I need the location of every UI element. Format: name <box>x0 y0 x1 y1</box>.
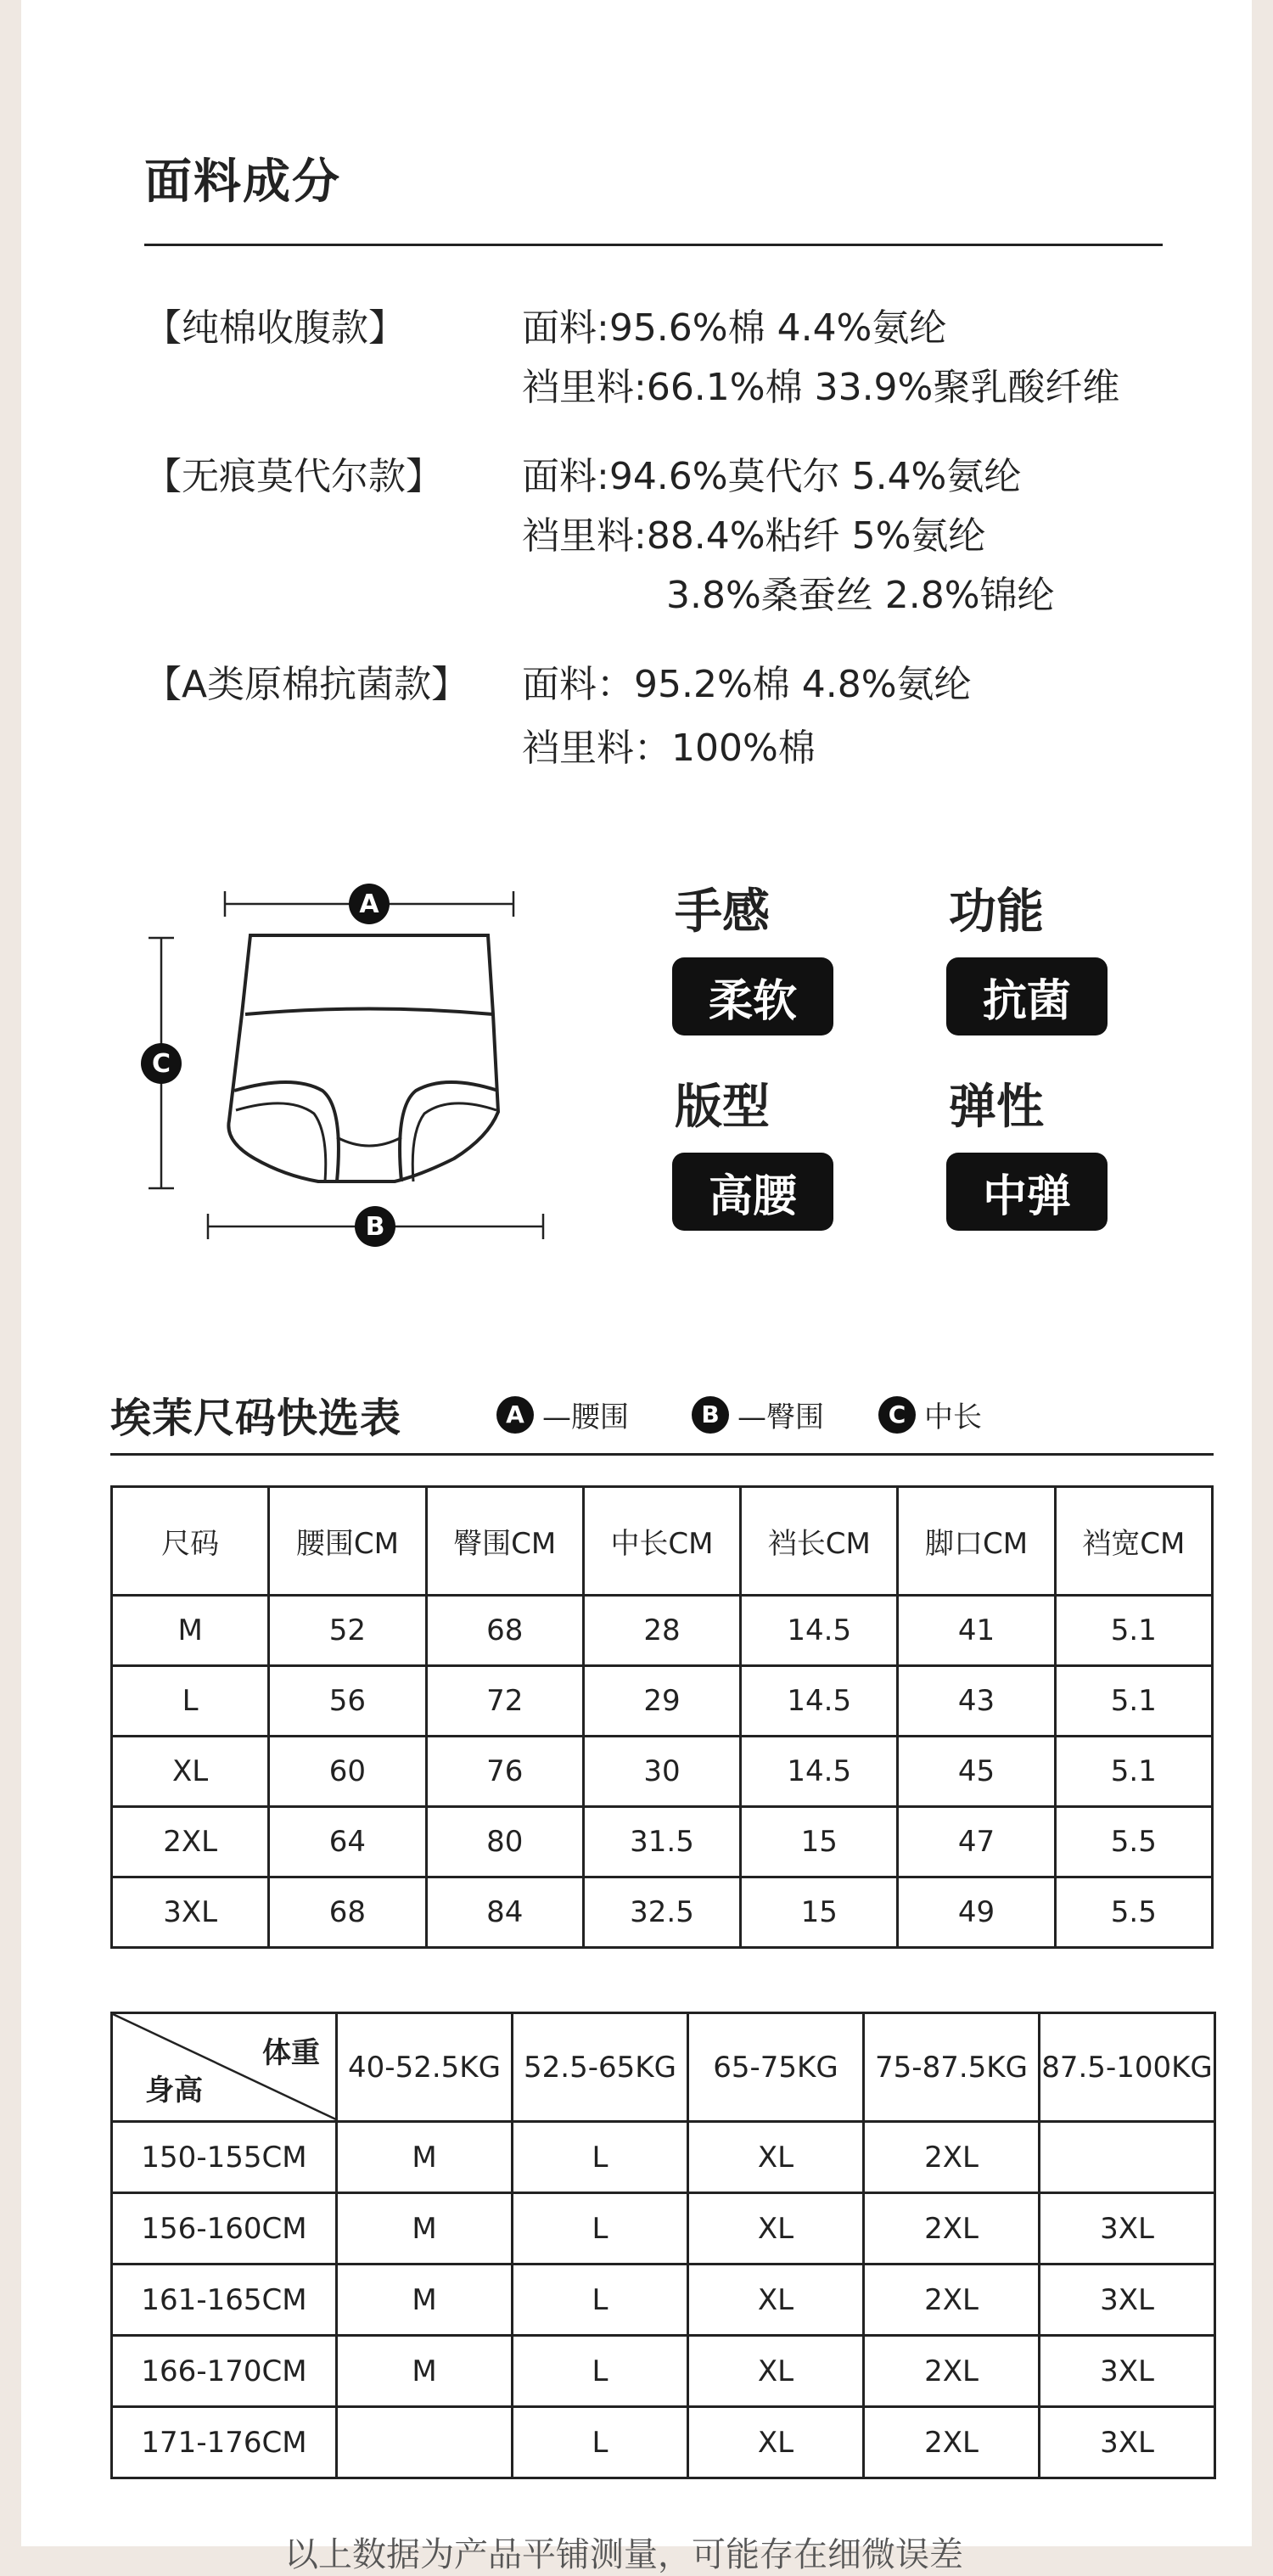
table-header-cell: 脚口CM <box>898 1487 1055 1596</box>
table-cell: M <box>337 2193 513 2265</box>
table-cell: 45 <box>898 1737 1055 1807</box>
table-cell: 2XL <box>864 2265 1040 2336</box>
table-header-cell: 裆宽CM <box>1055 1487 1212 1596</box>
table-cell: L <box>513 2122 688 2193</box>
table-cell: 3XL <box>112 1877 269 1948</box>
table-cell: 32.5 <box>583 1877 740 1948</box>
table-cell: XL <box>688 2336 864 2407</box>
table-row <box>112 2265 1215 2336</box>
attr-pill-function: 抗菌 <box>946 957 1108 1035</box>
table-cell: 156-160CM <box>112 2193 337 2265</box>
fabric-item-line: 面料:95.6%棉 4.4%氨纶 <box>522 306 947 350</box>
table-cell: 2XL <box>864 2193 1040 2265</box>
table-cell <box>1040 2122 1215 2193</box>
table-cell: L <box>513 2193 688 2265</box>
table-cell: 5.1 <box>1055 1737 1212 1807</box>
size-table <box>110 1485 1214 1949</box>
attr-pill-feel: 柔软 <box>672 957 833 1035</box>
badge-a: A <box>349 884 390 924</box>
table-header-cell: 75-87.5KG <box>864 2013 1040 2122</box>
table-cell: 161-165CM <box>112 2265 337 2336</box>
table-cell: 47 <box>898 1807 1055 1877</box>
table-row <box>112 2122 1215 2193</box>
table-cell: XL <box>112 1737 269 1807</box>
corner-label-height: 身高 <box>145 2074 203 2107</box>
table-cell: L <box>513 2407 688 2478</box>
table-cell: M <box>337 2122 513 2193</box>
table-cell: 76 <box>426 1737 583 1807</box>
size-chart-divider <box>110 1453 1214 1456</box>
attr-label-function: 功能 <box>949 884 1044 940</box>
fabric-item-line: 裆里料:66.1%棉 33.9%聚乳酸纤维 <box>522 366 1120 409</box>
corner-label-weight: 体重 <box>262 2036 320 2070</box>
fabric-item-name: 【纯棉收腹款】 <box>144 306 406 350</box>
table-row <box>112 1807 1213 1877</box>
legend-item-c <box>878 1394 982 1435</box>
fabric-item-line: 裆里料：100%棉 <box>522 727 816 770</box>
briefs-outline-illustration <box>115 866 581 1265</box>
table-cell: 52 <box>269 1596 426 1666</box>
table-cell: 29 <box>583 1666 740 1737</box>
table-cell: 84 <box>426 1877 583 1948</box>
badge-b: B <box>355 1206 395 1247</box>
badge-c: C <box>878 1396 916 1434</box>
table-cell: M <box>112 1596 269 1666</box>
table-cell: 5.5 <box>1055 1807 1212 1877</box>
fabric-divider <box>144 244 1163 246</box>
table-cell: 150-155CM <box>112 2122 337 2193</box>
table-cell: 60 <box>269 1737 426 1807</box>
table-header-cell: 40-52.5KG <box>337 2013 513 2122</box>
table-cell: 68 <box>426 1596 583 1666</box>
table-header-cell: 中长CM <box>583 1487 740 1596</box>
table-cell: 68 <box>269 1877 426 1948</box>
table-cell: M <box>337 2265 513 2336</box>
table-cell: 171-176CM <box>112 2407 337 2478</box>
table-cell: 166-170CM <box>112 2336 337 2407</box>
legend-text: 中长 <box>924 1400 982 1434</box>
table-header-cell: 87.5-100KG <box>1040 2013 1215 2122</box>
table-cell: 31.5 <box>583 1807 740 1877</box>
badge-a: A <box>496 1396 534 1434</box>
table-cell: 43 <box>898 1666 1055 1737</box>
table-cell: 5.5 <box>1055 1877 1212 1948</box>
table-cell: 14.5 <box>741 1596 898 1666</box>
table-header-row <box>112 2013 1215 2122</box>
measurement-diagram <box>115 866 581 1265</box>
table-cell: 3XL <box>1040 2265 1215 2336</box>
table-cell: XL <box>688 2122 864 2193</box>
table-row <box>112 2336 1215 2407</box>
table-cell: XL <box>688 2407 864 2478</box>
table-cell: L <box>513 2336 688 2407</box>
table-cell: 56 <box>269 1666 426 1737</box>
attr-pill-elasticity: 中弹 <box>946 1153 1108 1231</box>
table-cell: 64 <box>269 1807 426 1877</box>
table-row <box>112 1666 1213 1737</box>
attr-label-elasticity: 弹性 <box>949 1080 1044 1135</box>
legend-text: —腰围 <box>542 1400 629 1434</box>
badge-c: C <box>141 1043 182 1084</box>
table-row <box>112 1877 1213 1948</box>
legend-item-b <box>692 1394 824 1435</box>
table-cell: M <box>337 2336 513 2407</box>
attr-label-feel: 手感 <box>675 884 770 940</box>
table-row <box>112 1737 1213 1807</box>
footnote: 以上数据为产品平铺测量，可能存在细微误差 <box>284 2535 963 2574</box>
table-cell: L <box>513 2265 688 2336</box>
fabric-item-line: 裆里料:88.4%粘纤 5%氨纶 <box>522 514 986 558</box>
table-cell: L <box>112 1666 269 1737</box>
table-corner-cell <box>112 2013 337 2122</box>
table-cell: 80 <box>426 1807 583 1877</box>
attr-label-fit: 版型 <box>675 1080 770 1135</box>
table-cell: 2XL <box>112 1807 269 1877</box>
table-row <box>112 2407 1215 2478</box>
table-cell: XL <box>688 2193 864 2265</box>
attr-pill-fit: 高腰 <box>672 1153 833 1231</box>
table-header-cell: 尺码 <box>112 1487 269 1596</box>
table-cell: 14.5 <box>741 1666 898 1737</box>
size-chart-title: 埃茉尺码快选表 <box>110 1395 402 1442</box>
table-header-cell: 臀围CM <box>426 1487 583 1596</box>
table-cell: 49 <box>898 1877 1055 1948</box>
table-cell: 5.1 <box>1055 1666 1212 1737</box>
table-cell: 41 <box>898 1596 1055 1666</box>
table-header-cell: 腰围CM <box>269 1487 426 1596</box>
weight-height-table <box>110 2012 1216 2479</box>
legend-item-a <box>496 1394 629 1435</box>
fabric-item-name: 【A类原棉抗菌款】 <box>144 663 469 706</box>
table-cell: 15 <box>741 1807 898 1877</box>
table-cell: 2XL <box>864 2407 1040 2478</box>
fabric-item-name: 【无痕莫代尔款】 <box>144 455 443 498</box>
table-cell <box>337 2407 513 2478</box>
legend-text: —臀围 <box>737 1400 824 1434</box>
fabric-title: 面料成分 <box>144 154 341 210</box>
table-cell: 15 <box>741 1877 898 1948</box>
table-cell: 14.5 <box>741 1737 898 1807</box>
table-cell: XL <box>688 2265 864 2336</box>
fabric-item-line: 面料:94.6%莫代尔 5.4%氨纶 <box>522 455 1022 498</box>
badge-b: B <box>692 1396 729 1434</box>
table-cell: 5.1 <box>1055 1596 1212 1666</box>
table-header-cell: 65-75KG <box>688 2013 864 2122</box>
table-cell: 3XL <box>1040 2407 1215 2478</box>
table-cell: 30 <box>583 1737 740 1807</box>
table-cell: 3XL <box>1040 2193 1215 2265</box>
fabric-item-line: 面料：95.2%棉 4.8%氨纶 <box>522 663 972 706</box>
table-header-cell: 52.5-65KG <box>513 2013 688 2122</box>
table-cell: 3XL <box>1040 2336 1215 2407</box>
table-header-cell: 裆长CM <box>741 1487 898 1596</box>
table-row <box>112 1596 1213 1666</box>
table-cell: 2XL <box>864 2122 1040 2193</box>
table-cell: 72 <box>426 1666 583 1737</box>
table-row <box>112 2193 1215 2265</box>
table-header-row <box>112 1487 1213 1596</box>
table-cell: 2XL <box>864 2336 1040 2407</box>
content-card <box>21 0 1252 2574</box>
table-cell: 28 <box>583 1596 740 1666</box>
fabric-item-line: 3.8%桑蚕丝 2.8%锦纶 <box>666 574 1055 617</box>
